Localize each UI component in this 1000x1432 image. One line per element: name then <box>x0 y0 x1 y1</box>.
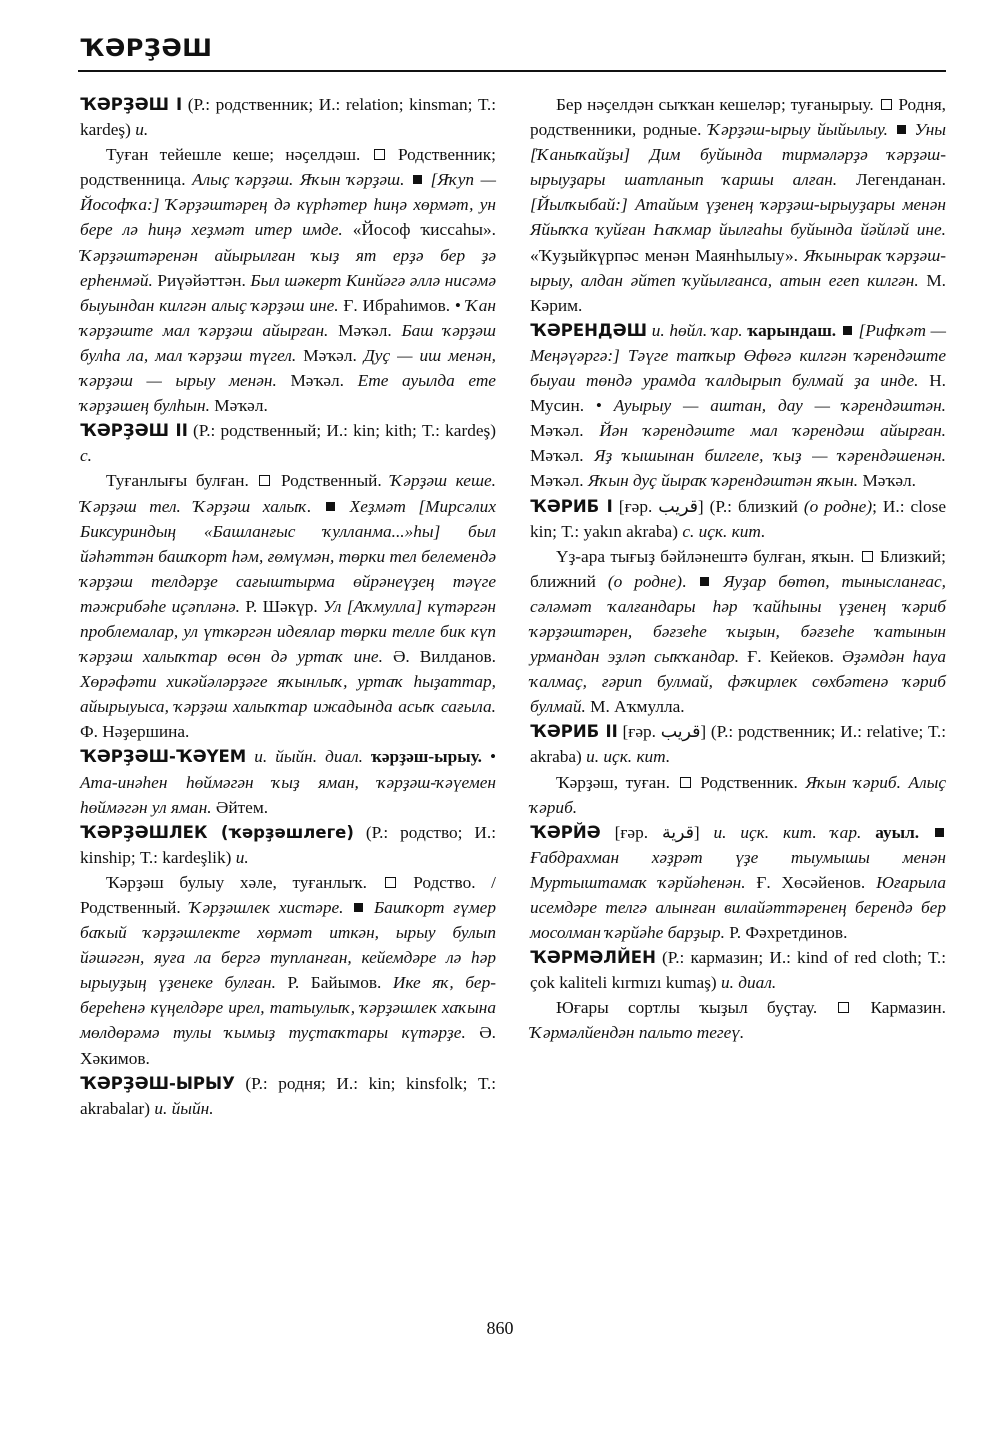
italic-text: Баш ҡәрҙәш булһа ла, мал ҡәрҙәш түгел. <box>80 320 496 365</box>
russian-equivalent-marker-icon <box>259 475 270 486</box>
dictionary-entry <box>530 494 946 544</box>
text-run: Ғ. Хөсәйенов. <box>756 872 877 892</box>
italic-text: Ҡан ҡәрҙәште мал ҡәрҙәш айырған. <box>80 295 496 340</box>
dictionary-entry <box>80 1071 496 1121</box>
text-run: (Р.: родственник; И.: relation; kinsman; Т.: kardeş) <box>80 95 496 140</box>
italic-text: и. диал. <box>721 973 777 993</box>
italic-text: Ҡәрҙәш кеше. Ҡәрҙәш тел. Ҡәрҙәш халыҡ. <box>80 471 497 516</box>
definition-paragraph <box>80 870 496 1071</box>
dictionary-entry <box>80 820 496 870</box>
text-run: Мәҡәл. <box>530 471 588 491</box>
text-run: Мәҡәл. <box>303 345 364 365</box>
text-run: Ә. Хәкимов. <box>80 1023 496 1068</box>
text-run <box>919 823 933 842</box>
example-marker-icon <box>897 125 906 134</box>
text-run: Родня, родственники, родные. <box>530 95 946 140</box>
text-run: • <box>481 747 497 767</box>
text-run: Туған тейешле кеше; нәҫелдәш. <box>106 145 372 165</box>
text-run: Родство. / Родственный. <box>80 872 496 917</box>
running-head: ҠӘРҘӘШ <box>80 34 213 62</box>
text-run: Легенданан. <box>855 170 946 190</box>
italic-text: Яҡынырак ҡәрҙәш-ырыу, алдан әйтеп ҡуйылғанса, атын егеп килгән. <box>530 245 947 290</box>
italic-text: Ата-инәһен һөймәгән ҡыҙ яман, ҡәрҙәш-ҡәүемен һөймәгән ул яман. <box>80 772 496 817</box>
dictionary-entry <box>530 719 946 769</box>
italic-text: Ул [Аҡмулла] күтәргән проблемалар, ул үткәргән идеялар төрки телле бик күп ҡәрҙәш халыҡтар өсөн дә уртаҡ ине. <box>80 596 496 667</box>
text-run: Ә. Вилданов. <box>392 647 497 667</box>
text-run: Мәҡәл. <box>290 371 358 391</box>
headword: ҠӘРҘӘШ I <box>80 95 183 114</box>
russian-equivalent-marker-icon <box>385 877 396 888</box>
russian-equivalent-marker-icon <box>680 777 691 788</box>
left-column <box>80 92 496 1121</box>
italic-text: и. йыйн. диал. <box>254 747 363 767</box>
header-rule <box>78 70 946 72</box>
page-number: 860 <box>486 1318 514 1338</box>
text-run: Риүәйәттән. <box>157 270 251 290</box>
italic-text: Ҡәрҙәшлек хистәре. <box>189 898 353 917</box>
italic-text: и. иҫк. кит. <box>586 747 671 767</box>
example-marker-icon <box>413 175 422 184</box>
russian-equivalent-marker-icon <box>862 551 873 562</box>
italic-text: Яҙ ҡышынан билгеле, ҡыҙ — ҡәрендәшенән. <box>594 446 946 466</box>
italic-text: и. йыйн. <box>154 1098 214 1118</box>
headword: ҠӘРИБ II <box>530 722 618 742</box>
text-run: Әйтем. <box>215 797 269 817</box>
headword: ҠӘРҘӘШЛЕК (ҡәрҙәшлеге) <box>80 822 354 842</box>
italic-text: с. <box>80 446 92 466</box>
italic-text: Яҡын ҡәриб. Алыҫ ҡәриб. <box>530 772 946 817</box>
text-run: Кармазин. <box>851 998 946 1018</box>
russian-equivalent-marker-icon <box>881 99 892 110</box>
headword: ҠӘРҘӘШ II <box>80 421 188 441</box>
headword: ҠӘРИБ I <box>530 496 613 516</box>
italic-text: Хөрәфәти хикәйәләрҙәге яҡынлыҡ, уртаҡ һыҙаттар, айырыуыса, ҡәрҙәш халыҡтар ижадында асыҡ сағыла. <box>80 672 496 717</box>
dictionary-entry <box>80 418 496 468</box>
text-run: Родственный. <box>272 471 391 491</box>
text-run: Үҙ-ара тығыҙ бәйләнештә булған, яҡын. <box>556 546 860 566</box>
italic-text: (о родне) <box>803 496 873 516</box>
definition-paragraph <box>80 142 496 418</box>
italic-text: Ауырыу — аштан, дау — ҡәрендәштән. <box>613 396 946 416</box>
text-run: Близкий; ближний <box>530 546 946 591</box>
text-run: Мәҡәл. <box>338 320 402 340</box>
text-run: [ғәр. قرية] <box>600 822 714 842</box>
text-run: [ғәр. قريب] (Р.: родственник; И.: relative; Т.: akraba) <box>530 722 946 767</box>
headword: ҠӘРМӘЛЙЕН <box>530 948 656 968</box>
text-run: Р. Байымов. <box>287 973 393 993</box>
text-run: Мәҡәл. <box>530 421 600 441</box>
italic-text: Алыҫ ҡәрҙәш. Яҡын ҡәрҙәш. <box>192 170 411 190</box>
text-run: Ҡәрҙәш, туған. <box>556 772 678 792</box>
italic-text: Әҙәмдән һауа ҡалмаҫ, ғәрип булмай, фәҡирлек сөхбәтенә ҡәриб булмай. <box>530 647 947 717</box>
text-run <box>836 321 841 340</box>
text-run: М. Аҡмулла. <box>590 697 685 717</box>
headword: ҠӘРҘӘШ-ҠӘҮЕМ <box>80 747 247 767</box>
italic-text: (о родне) <box>607 571 682 591</box>
text-run: . <box>682 571 699 591</box>
cross-reference: ауыл. <box>875 822 920 842</box>
dictionary-entry <box>80 744 496 819</box>
definition-paragraph <box>530 995 946 1045</box>
example-marker-icon <box>700 577 709 586</box>
text-run: Бер нәҫелдән сыҡҡан кешеләр; туғанырыу. <box>556 95 879 114</box>
headword: ҠӘРЕНДӘШ <box>530 320 648 340</box>
italic-text: Йән ҡәрендәште мал ҡәрендәш айырған. <box>599 421 946 441</box>
text-run: М. Кәрим. <box>530 270 946 315</box>
italic-text: Юғарыла исемдәре телгә алынған вилайәттәренең берендә бер мосолман ҡәрйәһе барҙыр. <box>530 872 947 943</box>
definition-paragraph <box>530 770 946 820</box>
text-run: (Р.: родственный; И.: kin; kith; Т.: kardeş) <box>187 421 496 441</box>
text-run: «Йософ ҡиссаһы». <box>352 220 496 240</box>
text-run: Мәҡәл. <box>862 471 916 491</box>
italic-text: Яуҙар бөтөп, тынысланғас, сәләмәт ҡалғандары һәр ҡайһыны үҙенең ҡәриб ҡәрҙәштәрен, бәғзеһе ҡыҙын, бәғзеһе ҡатынын урмандан эҙләп сыҡҡандар. <box>530 571 947 667</box>
russian-equivalent-marker-icon <box>838 1002 849 1013</box>
italic-text: Дуҫ — иш менән, ҡәрҙәш — ырыу менән. <box>80 345 496 391</box>
text-run: Ҡәрҙәш булыу хәле, туғанлыҡ. <box>106 872 383 892</box>
dictionary-entry <box>530 318 946 494</box>
example-marker-icon <box>935 828 944 837</box>
text-run: Ғ. Ибраһимов. • <box>343 295 466 315</box>
italic-text: с. иҫк. кит. <box>682 521 766 541</box>
example-marker-icon <box>843 326 852 335</box>
text-run: (Р.: родство; И.: kinship; Т.: kardeşlik) <box>80 822 497 867</box>
text-run: (Р.: родня; И.: kin; kinsfolk; Т.: akrabalar) <box>80 1073 496 1118</box>
definition-paragraph <box>530 92 946 318</box>
italic-text: Ҡәрҙәштәренән айырылған ҡыҙ ят ерҙә бер ҙә ерһенмәй. <box>80 245 496 290</box>
headword: ҠӘРЙӘ <box>530 822 601 842</box>
text-run: Н. Мусин. • <box>530 371 946 416</box>
text-run: Ғ. Кейеков. <box>747 647 843 667</box>
dictionary-entry <box>80 92 496 142</box>
text-run: [ғәр. قريب] (Р.: близкий <box>612 496 804 516</box>
russian-equivalent-marker-icon <box>374 149 385 160</box>
italic-text: и. һөйл. ҡар. <box>651 320 743 340</box>
text-run <box>861 823 875 842</box>
italic-text: и. <box>235 847 249 867</box>
italic-text: Уны [Ҡаныҡайҙы] Дим буйында тирмәләрҙә ҡәрҙәш-ырыуҙары шатланып ҡаршы алған. <box>530 120 947 190</box>
cross-reference: ҡәрҙәш-ырыу. <box>370 747 482 767</box>
text-run: Мәҡәл. <box>214 396 268 416</box>
text-run: Юғары сортлы ҡыҙыл буҫтау. <box>556 998 837 1018</box>
italic-text: Ике яҡ, бер-береһенә күңелдәре ирел, татыулыҡ, ҡәрҙәшлек хаҡына мөлдөрәмә тулы ҡымыҙ туҫтаҡтары күтәрҙе. <box>80 973 496 1043</box>
italic-text: Ҡәрҙәш-ырыу йыйылыу. <box>708 120 895 140</box>
italic-text: и. иҫк. кит. ҡар. <box>713 822 862 842</box>
italic-text: Башҡорт ғүмер баҡый ҡәрҙәшлекте хөрмәт иткән, ырыу булып йәшәгән, яуға ла бергә тупланған, кейемдәре лә һәр ырыуҙың үҙенеке булған. <box>80 898 496 993</box>
cross-reference: ҡарындаш. <box>747 320 837 340</box>
headword: ҠӘРҘӘШ-ЫРЫУ <box>80 1073 235 1093</box>
text-run: Ф. Нәҙершина. <box>80 722 190 742</box>
italic-text: [Яҡуп — Йософҡа:] Ҡәрҙәштәрең дә күрһәтер һиңә хөрмәт, ун бере лә һиңә хеҙмәт итер имде. <box>80 170 496 240</box>
text-run: Туғанлығы булған. <box>106 471 258 491</box>
text-run: ; И.: close kin; Т.: yakın akraba) <box>530 496 946 541</box>
text-run: (Р.: кармазин; И.: kind of red cloth; Т.: çok kaliteli kırmızı kumaş) <box>530 948 946 993</box>
text-run: Р. Фәхретдинов. <box>729 923 848 943</box>
italic-text: и. <box>135 120 149 140</box>
italic-text: Яҡын дуҫ йыраҡ ҡәрендәштән яҡын. <box>587 471 863 491</box>
example-marker-icon <box>354 903 363 912</box>
dictionary-entry <box>530 945 946 995</box>
italic-text: [Йылҡыбай:] Атайым үҙенең ҡәрҙәш-ырыуҙары менән Яйыҡҡа ҡуйған Һаҡмар йылғаһы буйында йәйләй ине. <box>530 195 946 240</box>
right-column <box>530 92 946 1046</box>
italic-text: [Рифҡәт — Меңәүәргә:] Тәүге тапҡыр Өфөгә килгән ҡәрендәште быуаи төндә урамда ҡалдырып булмай ҙа инде. <box>530 320 946 391</box>
italic-text: Хеҙмәт [Мирсәлих Биксуриндың «Башланғыс ҡулланма...»һы] был йәһәттән башҡорт һәм, ғөмүмән, төрки тел белемендә ҡәрҙәш телдәрҙе сағыштырма өйрәнеүҙең тәүге тәжрибәһе иҫәпләнә. <box>80 496 496 616</box>
text-run: «Ҡуҙыйкүрпәс менән Маянһылыу». <box>530 245 804 265</box>
definition-paragraph <box>80 468 496 744</box>
italic-text: Ете ауылда ете ҡәрҙәшең булһын. <box>80 371 496 416</box>
text-run: Родственник; родственница. <box>80 145 496 190</box>
italic-text: Был шәкерт Кинйәгә әллә нисәмә быуындан килгән алыҫ ҡәрҙәш ине. <box>80 270 496 315</box>
example-marker-icon <box>326 502 335 511</box>
text-run <box>363 747 371 766</box>
dictionary-entry <box>530 820 946 945</box>
italic-text: Ғабдрахман хәҙрәт үҙе тыумышы менән Муртыштамаҡ ҡәрйәһенән. <box>530 847 946 892</box>
italic-text: Ҡәрмәлйендән пальто тегеү. <box>530 1023 745 1043</box>
text-run: Мәҡәл. <box>530 446 595 466</box>
text-run: Родственник. <box>692 772 806 792</box>
definition-paragraph <box>530 544 946 720</box>
text-run: Р. Шәкүр. <box>245 596 324 616</box>
